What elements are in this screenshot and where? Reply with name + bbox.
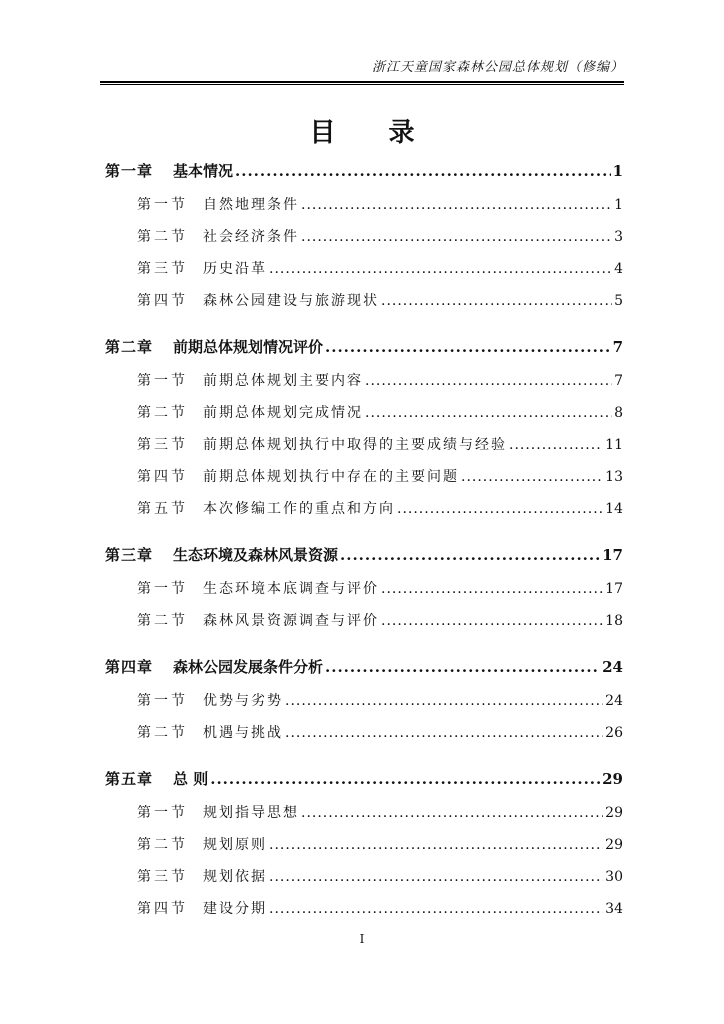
page-number: I bbox=[359, 932, 365, 946]
toc-dot-leader bbox=[285, 725, 603, 741]
toc-section-entry[interactable] bbox=[105, 866, 623, 898]
toc-chapter-entry[interactable] bbox=[105, 544, 623, 578]
toc-entry-title: 自然地理条件 bbox=[203, 197, 299, 213]
toc-dot-leader bbox=[301, 197, 612, 213]
toc-dot-leader bbox=[301, 805, 603, 821]
toc-entry-label bbox=[105, 336, 323, 357]
toc-entry-label bbox=[137, 610, 379, 630]
toc-entry-label bbox=[137, 226, 299, 246]
toc-entry-label bbox=[137, 722, 283, 742]
toc-entry-title: 森林公园发展条件分析 bbox=[173, 658, 324, 676]
toc-dot-leader bbox=[325, 338, 611, 356]
toc-entry-label bbox=[137, 690, 283, 710]
toc-page-number: 1 bbox=[614, 197, 623, 213]
toc-gap bbox=[105, 754, 623, 768]
toc-entry-title: 基本情况 bbox=[173, 162, 234, 180]
toc-entry-number: 第一节 bbox=[137, 693, 188, 709]
toc-entry-label bbox=[137, 866, 267, 886]
toc-dot-leader bbox=[325, 658, 600, 676]
toc-page-number: 3 bbox=[614, 229, 623, 245]
toc-entry-label bbox=[137, 402, 363, 422]
toc-entry-number: 第四章 bbox=[105, 658, 154, 676]
toc-entry-title: 规划指导思想 bbox=[203, 805, 299, 821]
toc-entry-title: 规划原则 bbox=[203, 837, 267, 853]
toc-dot-leader bbox=[210, 770, 600, 788]
toc-entry-title: 建设分期 bbox=[203, 901, 267, 917]
toc-page-number: 34 bbox=[605, 901, 623, 917]
toc-dot-leader bbox=[269, 261, 612, 277]
toc-section-entry[interactable] bbox=[105, 898, 623, 930]
toc-entry-number: 第四节 bbox=[137, 901, 188, 917]
toc-dot-leader bbox=[269, 837, 603, 853]
toc-section-entry[interactable] bbox=[105, 258, 623, 290]
toc-dot-leader bbox=[301, 229, 612, 245]
toc-section-entry[interactable] bbox=[105, 722, 623, 754]
toc-page-number: 7 bbox=[612, 338, 623, 356]
toc-entry-label bbox=[137, 466, 459, 486]
toc-entry-title: 优势与劣势 bbox=[203, 693, 283, 709]
toc-page-number: 29 bbox=[605, 805, 623, 821]
toc-entry-label bbox=[137, 498, 395, 518]
toc-page-number: 17 bbox=[602, 546, 623, 564]
toc-entry-title: 机遇与挑战 bbox=[203, 725, 283, 741]
toc-entry-title: 本次修编工作的重点和方向 bbox=[203, 501, 395, 517]
toc-entry-number: 第五章 bbox=[105, 770, 154, 788]
table-of-contents bbox=[105, 160, 623, 930]
toc-section-entry[interactable] bbox=[105, 194, 623, 226]
toc-entry-label bbox=[105, 656, 323, 677]
toc-entry-number: 第三节 bbox=[137, 869, 188, 885]
toc-dot-leader bbox=[340, 546, 600, 564]
toc-dot-leader bbox=[381, 293, 612, 309]
toc-entry-label bbox=[105, 768, 208, 789]
toc-section-entry[interactable] bbox=[105, 370, 623, 402]
toc-entry-label bbox=[137, 578, 379, 598]
toc-entry-label bbox=[137, 290, 379, 310]
toc-page-number: 30 bbox=[605, 869, 623, 885]
toc-page-number: 18 bbox=[605, 613, 623, 629]
toc-entry-number: 第一章 bbox=[105, 162, 154, 180]
toc-gap bbox=[105, 530, 623, 544]
toc-section-entry[interactable] bbox=[105, 226, 623, 258]
toc-entry-number: 第一节 bbox=[137, 373, 188, 389]
toc-gap bbox=[105, 322, 623, 336]
toc-section-entry[interactable] bbox=[105, 610, 623, 642]
toc-dot-leader bbox=[397, 501, 603, 517]
toc-chapter-entry[interactable] bbox=[105, 336, 623, 370]
toc-entry-title: 前期总体规划执行中取得的主要成绩与经验 bbox=[203, 437, 507, 453]
toc-dot-leader bbox=[365, 405, 612, 421]
toc-entry-label bbox=[105, 544, 338, 565]
toc-entry-number: 第二节 bbox=[137, 725, 188, 741]
toc-entry-title: 生态环境及森林风景资源 bbox=[173, 546, 339, 564]
toc-dot-leader bbox=[509, 437, 603, 453]
toc-entry-number: 第三节 bbox=[137, 261, 188, 277]
toc-section-entry[interactable] bbox=[105, 802, 623, 834]
toc-section-entry[interactable] bbox=[105, 434, 623, 466]
toc-entry-label bbox=[137, 194, 299, 214]
toc-entry-title: 前期总体规划执行中存在的主要问题 bbox=[203, 469, 459, 485]
toc-entry-label bbox=[137, 834, 267, 854]
toc-entry-title: 社会经济条件 bbox=[203, 229, 299, 245]
toc-entry-title: 历史沿革 bbox=[203, 261, 267, 277]
toc-page-number: 24 bbox=[605, 693, 623, 709]
toc-page-number: 14 bbox=[605, 501, 623, 517]
toc-entry-number: 第二节 bbox=[137, 229, 188, 245]
toc-page-number: 13 bbox=[605, 469, 623, 485]
toc-entry-title: 森林风景资源调查与评价 bbox=[203, 613, 379, 629]
toc-entry-number: 第一节 bbox=[137, 805, 188, 821]
toc-section-entry[interactable] bbox=[105, 498, 623, 530]
toc-dot-leader bbox=[269, 901, 603, 917]
toc-entry-label bbox=[137, 370, 363, 390]
toc-entry-title: 前期总体规划情况评价 bbox=[173, 338, 324, 356]
running-header: 浙江天童国家森林公园总体规划（修编） bbox=[371, 60, 624, 75]
toc-dot-leader bbox=[461, 469, 603, 485]
toc-page-number: 24 bbox=[602, 658, 623, 676]
toc-entry-number: 第四节 bbox=[137, 469, 188, 485]
toc-entry-label bbox=[137, 258, 267, 278]
toc-entry-number: 第二节 bbox=[137, 613, 188, 629]
toc-dot-leader bbox=[365, 373, 612, 389]
toc-section-entry[interactable] bbox=[105, 834, 623, 866]
toc-entry-title: 前期总体规划主要内容 bbox=[203, 373, 363, 389]
toc-entry-number: 第一节 bbox=[137, 197, 188, 213]
toc-entry-title: 森林公园建设与旅游现状 bbox=[203, 293, 379, 309]
toc-dot-leader bbox=[381, 613, 603, 629]
toc-entry-number: 第二节 bbox=[137, 405, 188, 421]
toc-page-number: 29 bbox=[602, 770, 623, 788]
toc-entry-title: 生态环境本底调查与评价 bbox=[203, 581, 379, 597]
toc-entry-label bbox=[137, 434, 507, 454]
page-title: 目 录 bbox=[309, 118, 437, 148]
header-rule bbox=[100, 81, 624, 85]
toc-section-entry[interactable] bbox=[105, 290, 623, 322]
toc-dot-leader bbox=[269, 869, 603, 885]
toc-entry-label bbox=[137, 802, 299, 822]
toc-entry-title: 总 则 bbox=[173, 770, 209, 788]
toc-page-number: 29 bbox=[605, 837, 623, 853]
toc-entry-number: 第三节 bbox=[137, 437, 188, 453]
toc-page-number: 7 bbox=[614, 373, 623, 389]
toc-dot-leader bbox=[381, 581, 603, 597]
toc-section-entry[interactable] bbox=[105, 466, 623, 498]
toc-entry-number: 第三章 bbox=[105, 546, 154, 564]
toc-page-number: 8 bbox=[614, 405, 623, 421]
toc-entry-title: 规划依据 bbox=[203, 869, 267, 885]
toc-section-entry[interactable] bbox=[105, 402, 623, 434]
toc-dot-leader bbox=[235, 162, 611, 180]
toc-chapter-entry[interactable] bbox=[105, 160, 623, 194]
toc-chapter-entry[interactable] bbox=[105, 656, 623, 690]
toc-dot-leader bbox=[285, 693, 603, 709]
toc-entry-title: 前期总体规划完成情况 bbox=[203, 405, 363, 421]
toc-entry-number: 第一节 bbox=[137, 581, 188, 597]
toc-page-number: 4 bbox=[614, 261, 623, 277]
toc-page-number: 5 bbox=[614, 293, 623, 309]
toc-entry-number: 第二章 bbox=[105, 338, 154, 356]
toc-section-entry[interactable] bbox=[105, 578, 623, 610]
toc-page-number: 26 bbox=[605, 725, 623, 741]
toc-gap bbox=[105, 642, 623, 656]
toc-entry-label bbox=[137, 898, 267, 918]
toc-section-entry[interactable] bbox=[105, 690, 623, 722]
toc-chapter-entry[interactable] bbox=[105, 768, 623, 802]
toc-page-number: 17 bbox=[605, 581, 623, 597]
toc-entry-number: 第四节 bbox=[137, 293, 188, 309]
toc-entry-number: 第五节 bbox=[137, 501, 188, 517]
toc-page-number: 11 bbox=[605, 437, 623, 453]
toc-entry-number: 第二节 bbox=[137, 837, 188, 853]
toc-entry-label bbox=[105, 160, 233, 181]
toc-page-number: 1 bbox=[612, 162, 623, 180]
